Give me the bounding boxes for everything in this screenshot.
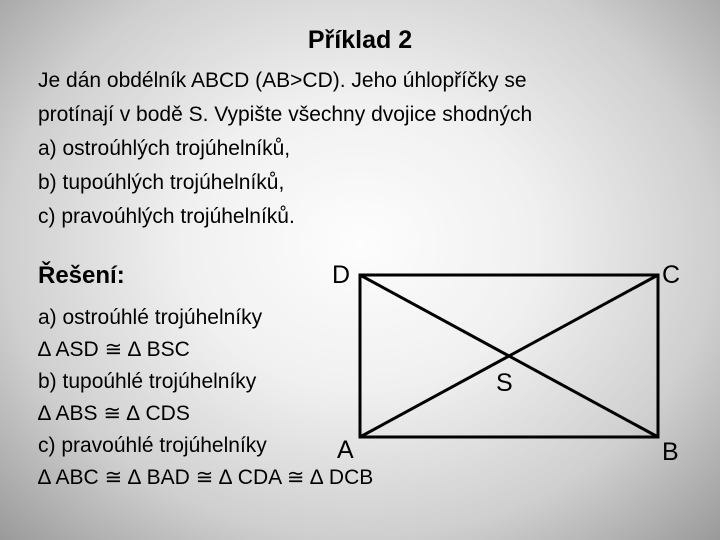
vertex-label-b: B xyxy=(662,438,679,466)
slide-title: Příklad 2 xyxy=(307,26,413,54)
vertex-label-a: A xyxy=(337,436,354,464)
answer-congruence-a: ∆ ASD ≅ ∆ BSC xyxy=(38,338,190,361)
assignment-item-a: a) ostroúhlých trojúhelníků, xyxy=(38,137,291,160)
answer-congruence-b: ∆ ABS ≅ ∆ CDS xyxy=(38,402,190,425)
assignment-item-c: c) pravoúhlých trojúhelníků. xyxy=(38,205,295,228)
assignment-line: Je dán obdélník ABCD (AB>CD). Jeho úhlopříčky se xyxy=(38,69,527,92)
answer-heading-b: b) tupoúhlé trojúhelníky xyxy=(38,370,257,393)
answer-heading-c: c) pravoúhlé trojúhelníky xyxy=(38,434,267,457)
vertex-label-d: D xyxy=(332,261,351,289)
answer-heading-a: a) ostroúhlé trojúhelníky xyxy=(38,306,263,329)
assignment-line: protínají v bodě S. Vypište všechny dvojice shodných xyxy=(38,103,533,126)
intersection-label-s: S xyxy=(496,369,513,397)
solution-heading: Řešení: xyxy=(38,262,125,289)
assignment-item-b: b) tupoúhlých trojúhelníků, xyxy=(38,171,285,194)
vertex-label-c: C xyxy=(662,261,681,289)
answer-congruence-c: ∆ ABC ≅ ∆ BAD ≅ ∆ CDA ≅ ∆ DCB xyxy=(38,466,374,489)
